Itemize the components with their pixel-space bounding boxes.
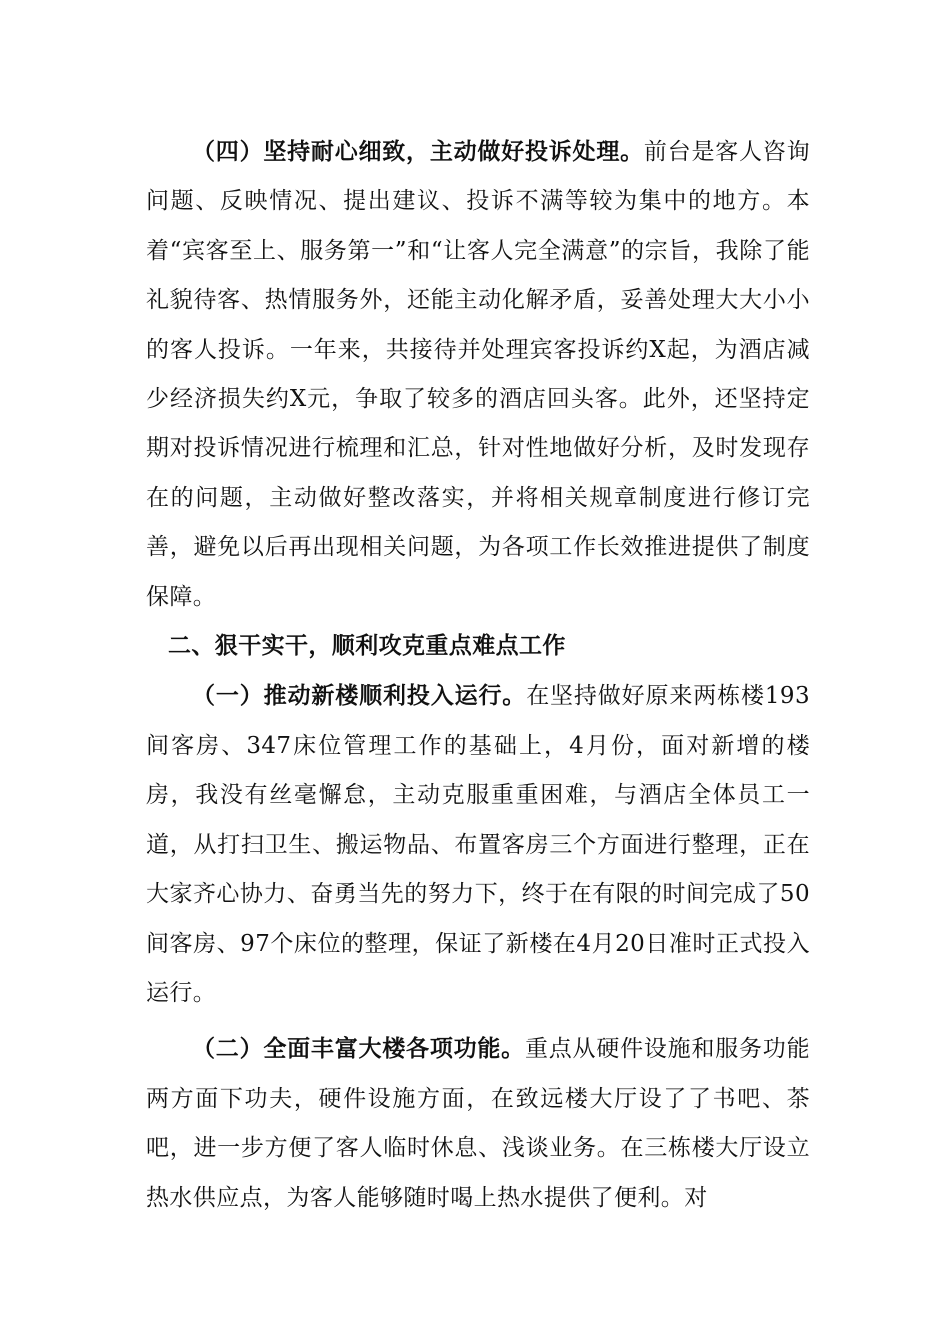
section-heading: 二、狠干实干，顺利攻克重点难点工作 [168,633,566,660]
paragraph-lead: （一）推动新楼顺利投入运行。 [192,682,527,710]
paragraph-complaint-handling [146,127,810,622]
paragraph-lead: （二）全面丰富大楼各项功能。 [192,1035,525,1063]
document-body [146,127,810,1223]
paragraph-building-functions [146,1024,810,1223]
paragraph-text: 在坚持做好原来两栋楼193间客房、347床位管理工作的基础上，4月份，面对新增的楼房，我没有丝毫懈怠，主动克服重重困难，与酒店全体员工一道，从打扫卫生、搬运物品、布置客房三个方面进行整理，正在大家齐心协力、奋勇当先的努力下，终于在有限的时间完成了50间客房、97个床位的整理，保证了新楼在4月20日准时正式投入运行。 [146,683,810,1006]
paragraph-new-building [146,671,810,1018]
paragraph-text: 前台是客人咨询问题、反映情况、提出建议、投诉不满等较为集中的地方。本着“宾客至上、服务第一”和“让客人完全满意”的宗旨，我除了能礼貌待客、热情服务外，还能主动化解矛盾，妥善处理大大小小的客人投诉。一年来，共接待并处理宾客投诉约X起，为酒店减少经济损失约X元，争取了较多的酒店回头客。此外，还坚持定期对投诉情况进行梳理和汇总，针对性地做好分析，及时发现存在的问题，主动做好整改落实，并将相关规章制度进行修订完善，避免以后再出现相关问题，为各项工作长效推进提供了制度保障。 [146,139,810,610]
paragraph-text: 重点从硬件设施和服务功能两方面下功夫，硬件设施方面，在致远楼大厅设了了书吧、茶吧，进一步方便了客人临时休息、浅谈业务。在三栋楼大厅设立热水供应点，为客人能够随时喝上热水提供了便利。对 [146,1036,810,1211]
paragraph-lead: （四）坚持耐心细致，主动做好投诉处理。 [192,138,644,165]
